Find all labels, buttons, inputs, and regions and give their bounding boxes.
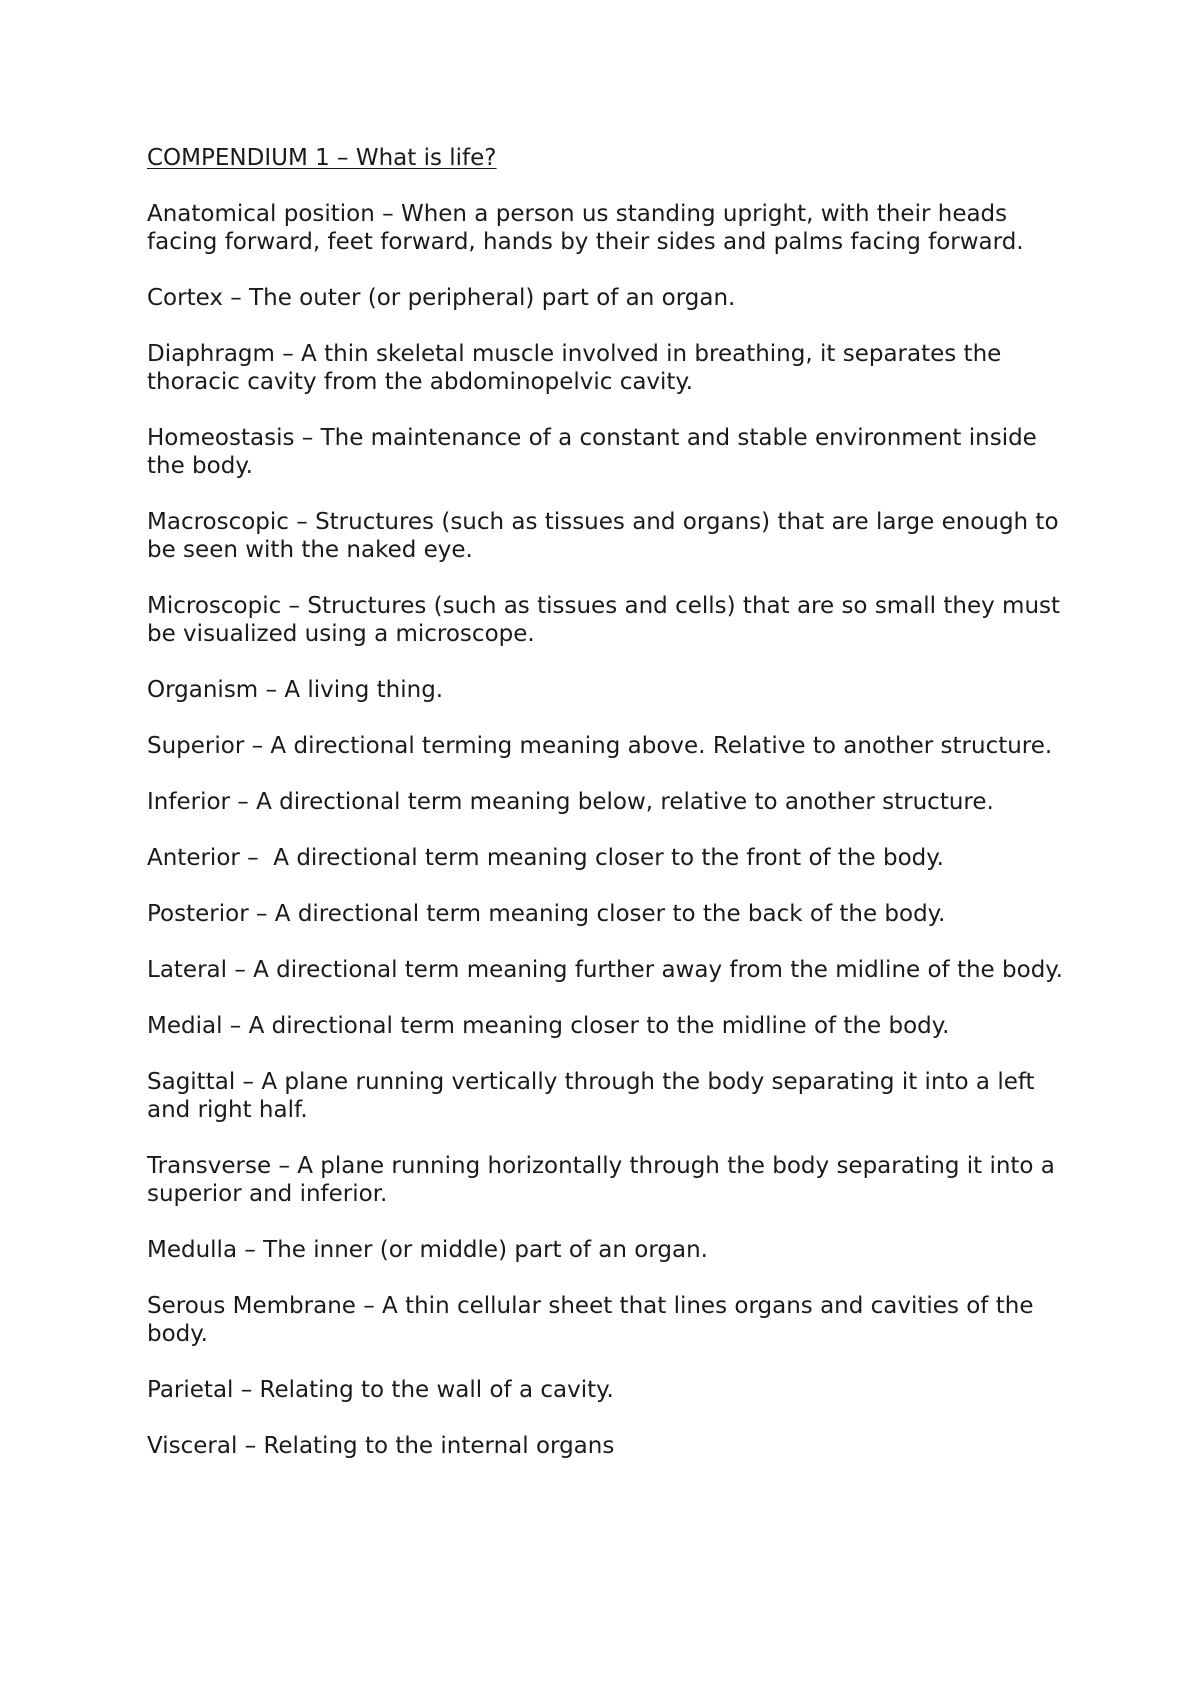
definition-superior: Superior – A directional terming meaning above. Relative to another structure. [147, 733, 1053, 759]
definition-organism: Organism – A living thing. [147, 677, 444, 703]
definition-parietal: Parietal – Relating to the wall of a cavity. [147, 1377, 614, 1403]
definition-serous-membrane: Serous Membrane – A thin cellular sheet that lines organs and cavities of the body. [147, 1293, 1041, 1347]
definition-medulla: Medulla – The inner (or middle) part of an organ. [147, 1237, 708, 1263]
definition-inferior: Inferior – A directional term meaning below, relative to another structure. [147, 789, 994, 815]
definition-macroscopic: Macroscopic – Structures (such as tissues and organs) that are large enough to be seen with the naked eye. [147, 509, 1066, 563]
definition-cortex: Cortex – The outer (or peripheral) part of an organ. [147, 285, 736, 311]
definition-transverse: Transverse – A plane running horizontally through the body separating it into a superior and inferior. [147, 1153, 1063, 1207]
definition-posterior: Posterior – A directional term meaning closer to the back of the body. [147, 901, 946, 927]
document-body [147, 144, 1067, 1488]
definition-visceral: Visceral – Relating to the internal organs [147, 1433, 615, 1459]
definition-diaphragm: Diaphragm – A thin skeletal muscle involved in breathing, it separates the thoracic cavity from the abdominopelvic cavity. [147, 341, 1009, 395]
definition-anterior: Anterior – A directional term meaning closer to the front of the body. [147, 845, 944, 871]
definition-homeostasis: Homeostasis – The maintenance of a constant and stable environment inside the body. [147, 425, 1045, 479]
document-title: COMPENDIUM 1 – What is life? [147, 145, 497, 171]
definition-anatomical-position: Anatomical position – When a person us standing upright, with their heads facing forward, feet forward, hands by their sides and palms facing forward. [147, 201, 1024, 255]
definition-lateral: Lateral – A directional term meaning further away from the midline of the body. [147, 957, 1063, 983]
definition-sagittal: Sagittal – A plane running vertically through the body separating it into a left and right half. [147, 1069, 1042, 1123]
definition-medial: Medial – A directional term meaning closer to the midline of the body. [147, 1013, 950, 1039]
definition-microscopic: Microscopic – Structures (such as tissues and cells) that are so small they must be visualized using a microscope. [147, 593, 1068, 647]
